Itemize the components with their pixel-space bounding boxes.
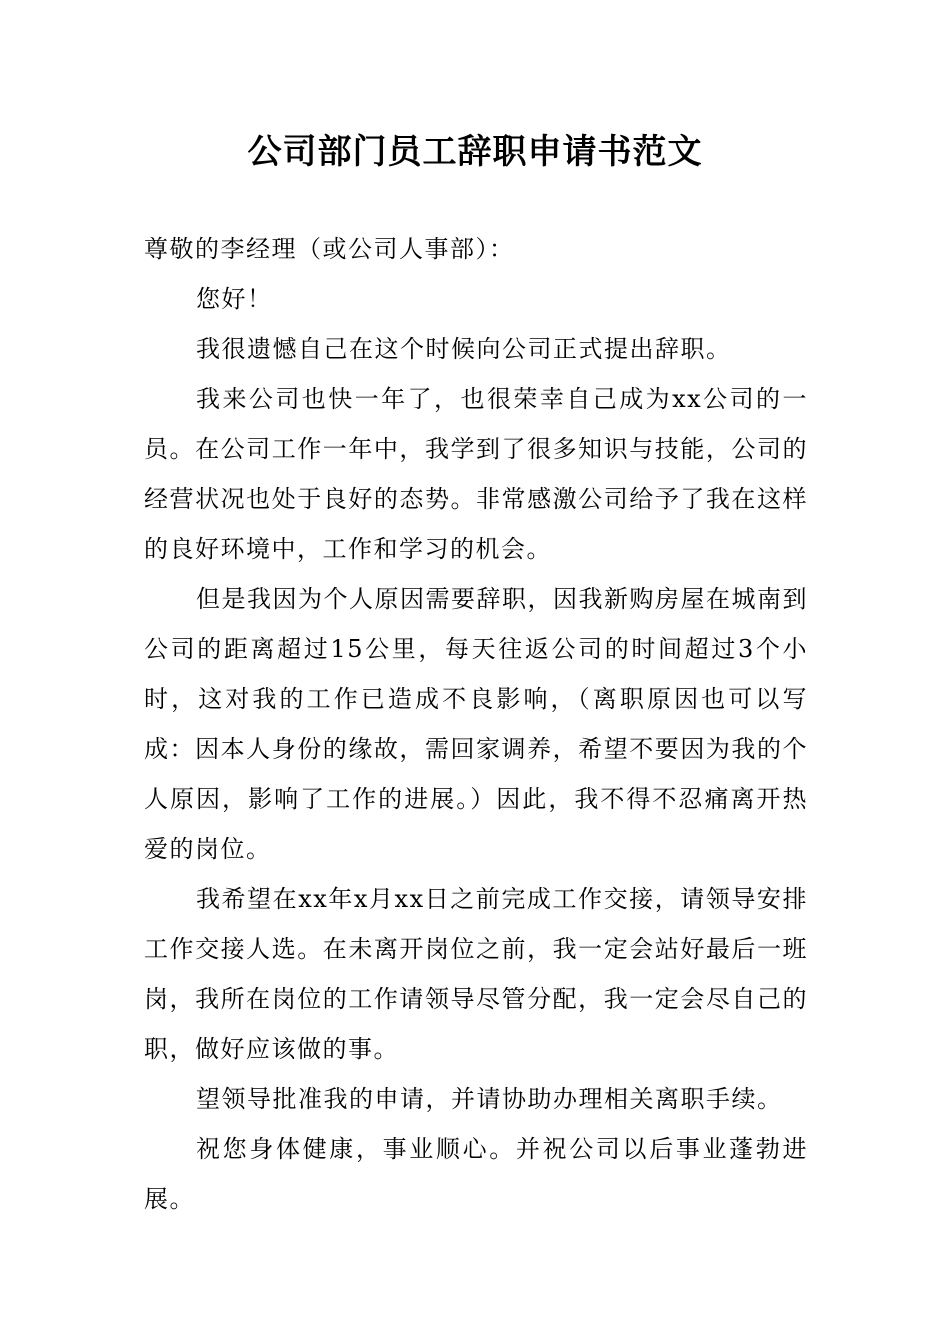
paragraph-reason: 但是我因为个人原因需要辞职，因我新购房屋在城南到公司的距离超过15公里，每天往返公司的时间超过3个小时，这对我的工作已造成不良影响，（离职原因也可以写成：因本人身份的缘故，需回家调养，希望不要因为我的个人原因，影响了工作的进展。）因此，我不得不忍痛离开热爱的岗位。 [144, 585, 808, 863]
paragraph-resignation-intent: 我很遗憾自己在这个时候向公司正式提出辞职。 [196, 335, 732, 363]
document-body [144, 224, 808, 1224]
document-title: 公司部门员工辞职申请书范文 [247, 132, 703, 172]
salutation: 尊敬的李经理（或公司人事部）： [144, 235, 515, 263]
paragraph-greeting: 您好！ [196, 285, 273, 313]
paragraph-gratitude: 我来公司也快一年了，也很荣幸自己成为xx公司的一员。在公司工作一年中，我学到了很多知识与技能，公司的经营状况也处于良好的态势。非常感激公司给予了我在这样的良好环境中，工作和学习的机会。 [144, 385, 808, 563]
paragraph-handover: 我希望在xx年x月xx日之前完成工作交接，请领导安排工作交接人选。在未离开岗位之前，我一定会站好最后一班岗，我所在岗位的工作请领导尽管分配，我一定会尽自己的职，做好应该做的事。 [144, 885, 808, 1063]
paragraph-closing-wishes: 祝您身体健康，事业顺心。并祝公司以后事业蓬勃进展。 [144, 1135, 808, 1213]
paragraph-request: 望领导批准我的申请，并请协助办理相关离职手续。 [196, 1085, 783, 1113]
